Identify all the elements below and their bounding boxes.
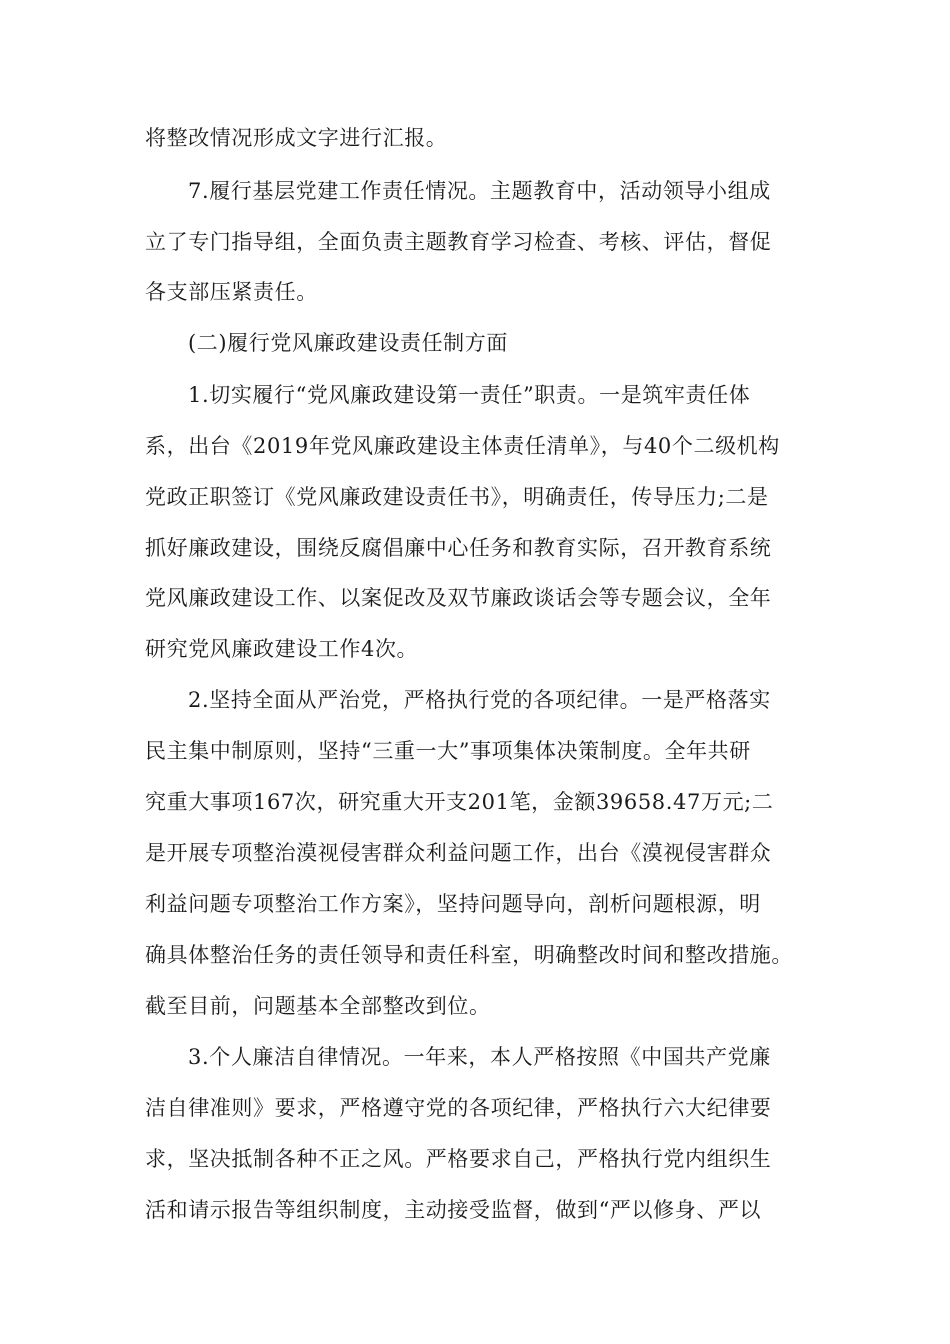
text-line: 民主集中制原则，坚持“三重一大”事项集体决策制度。全年共研 bbox=[145, 739, 751, 763]
paragraph-first-line: 2.坚持全面从严治党，严格执行党的各项纪律。一是严格落实 bbox=[188, 688, 771, 712]
paragraph-first-line: 3.个人廉洁自律情况。一年来，本人严格按照《中国共产党廉 bbox=[188, 1045, 771, 1069]
section-heading: (二)履行党风廉政建设责任制方面 bbox=[188, 331, 508, 355]
text-line: 求，坚决抵制各种不正之风。严格要求自己，严格执行党内组织生 bbox=[145, 1147, 772, 1171]
text-line: 究重大事项167次，研究重大开支201笔，金额39658.47万元;二 bbox=[145, 790, 774, 814]
text-line: 党政正职签订《党风廉政建设责任书》，明确责任，传导压力;二是 bbox=[145, 485, 769, 509]
text-line: 利益问题专项整治工作方案》，坚持问题导向，剖析问题根源，明 bbox=[145, 892, 761, 916]
text-line: 是开展专项整治漠视侵害群众利益问题工作，出台《漠视侵害群众 bbox=[145, 841, 772, 865]
text-line: 抓好廉政建设，围绕反腐倡廉中心任务和教育实际，召开教育系统 bbox=[145, 536, 772, 560]
text-line: 截至目前，问题基本全部整改到位。 bbox=[145, 994, 491, 1018]
text-line: 系，出台《2019年党风廉政建设主体责任清单》，与40个二级机构 bbox=[145, 434, 780, 458]
text-line: 立了专门指导组，全面负责主题教育学习检查、考核、评估，督促 bbox=[145, 230, 772, 254]
text-line: 将整改情况形成文字进行汇报。 bbox=[145, 126, 448, 150]
text-line: 研究党风廉政建设工作4次。 bbox=[145, 637, 419, 661]
text-line: 各支部压紧责任。 bbox=[145, 280, 318, 304]
text-line: 洁自律准则》要求，严格遵守党的各项纪律，严格执行六大纪律要 bbox=[145, 1096, 772, 1120]
text-line: 确具体整治任务的责任领导和责任科室，明确整改时间和整改措施。 bbox=[145, 943, 793, 967]
paragraph-first-line: 7.履行基层党建工作责任情况。主题教育中，活动领导小组成 bbox=[188, 179, 771, 203]
paragraph-first-line: 1.切实履行“党风廉政建设第一责任”职责。一是筑牢责任体 bbox=[188, 383, 751, 407]
text-line: 活和请示报告等组织制度，主动接受监督，做到“严以修身、严以 bbox=[145, 1198, 762, 1222]
text-line: 党风廉政建设工作、以案促改及双节廉政谈话会等专题会议，全年 bbox=[145, 586, 772, 610]
